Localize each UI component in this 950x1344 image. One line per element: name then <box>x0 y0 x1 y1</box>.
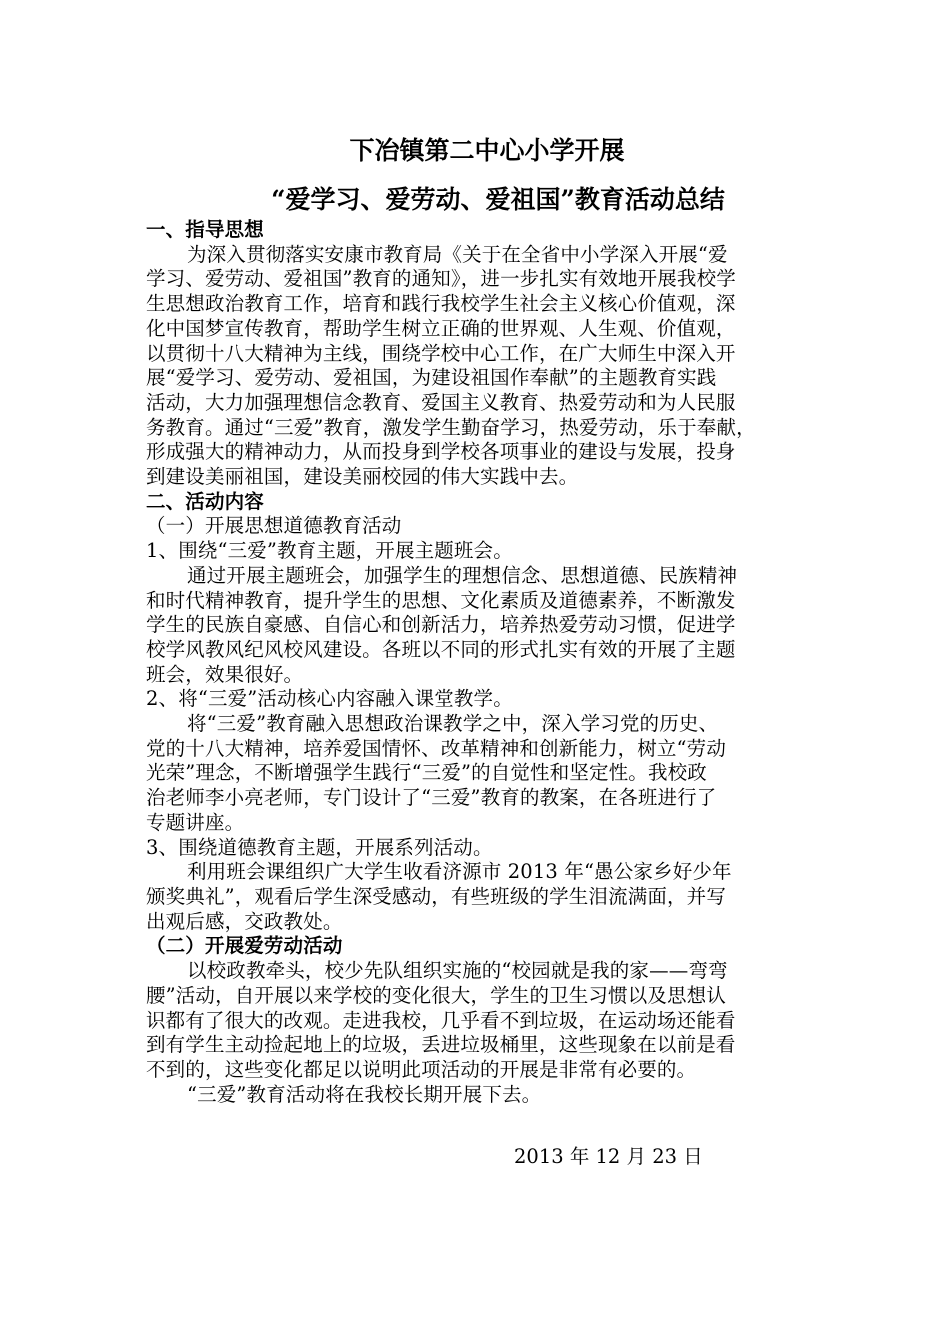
body-text-line: 校学风教风纪风校风建设。各班以不同的形式扎实有效的开展了主题 <box>146 637 736 661</box>
body-text-line: 到建设美丽祖国，建设美丽校园的伟大实践中去。 <box>146 465 579 489</box>
body-text-line: 3、围绕道德教育主题，开展系列活动。 <box>146 835 493 859</box>
body-text-line: 和时代精神教育，提升学生的思想、文化素质及道德素养，不断激发 <box>146 588 736 612</box>
body-text-line: 识都有了很大的改观。走进我校，几乎看不到垃圾，在运动场还能看 <box>146 1008 736 1032</box>
body-text-line: 利用班会课组织广大学生收看济源市 2013 年“愚公家乡好少年 <box>187 860 732 884</box>
body-text-line: 光荣”理念，不断增强学生践行“三爱”的自觉性和坚定性。我校政 <box>146 761 707 785</box>
body-text-line: 班会，效果很好。 <box>146 662 304 686</box>
body-text-line: 党的十八大精神，培养爱国情怀、改革精神和创新能力，树立“劳动 <box>146 736 726 760</box>
body-text-line: “三爱”教育活动将在我校长期开展下去。 <box>187 1082 542 1106</box>
section-heading: 一、指导思想 <box>146 218 264 241</box>
document-date: 2013 年 12 月 23 日 <box>514 1145 703 1168</box>
body-text-line: 学生的民族自豪感、自信心和创新活力，培养热爱劳动习惯，促进学 <box>146 613 736 637</box>
document-page <box>146 128 816 1168</box>
body-text-line: 学习、爱劳动、爱祖国”教育的通知》，进一步扎实有效地开展我校学 <box>146 267 736 291</box>
body-text-line: 以校政教牵头，校少先队组织实施的“校园就是我的家——弯弯 <box>187 959 728 983</box>
document-title-line-1: 下冶镇第二中心小学开展 <box>349 136 625 165</box>
body-text-line: 将“三爱”教育融入思想政治课教学之中，深入学习党的历史、 <box>187 712 719 736</box>
body-text-line: （一）开展思想道德教育活动 <box>146 514 402 538</box>
body-text-line: 通过开展主题班会，加强学生的理想信念、思想道德、民族精神 <box>187 563 738 587</box>
body-text-line: 为深入贯彻落实安康市教育局《关于在全省中小学深入开展“爱 <box>187 242 728 266</box>
body-text-line: 出观后感，交政教处。 <box>146 909 343 933</box>
document-title-line-2: “爱学习、爱劳动、爱祖国”教育活动总结 <box>271 185 725 214</box>
body-text-line: 不到的，这些变化都足以说明此项活动的开展是非常有必要的。 <box>146 1057 697 1081</box>
body-text-line: 形成强大的精神动力，从而投身到学校各项事业的建设与发展，投身 <box>146 440 736 464</box>
body-text-line: 专题讲座。 <box>146 810 245 834</box>
body-text-line: 1、围绕“三爱”教育主题，开展主题班会。 <box>146 539 513 563</box>
document-body <box>146 218 816 1107</box>
body-text-line: 生思想政治教育工作，培育和践行我校学生社会主义核心价值观，深 <box>146 292 736 316</box>
body-text-line: 2、将“三爱”活动核心内容融入课堂教学。 <box>146 687 513 711</box>
body-text-line: 以贯彻十八大精神为主线，围绕学校中心工作，在广大师生中深入开 <box>146 341 736 365</box>
body-text-line: 活动，大力加强理想信念教育、爱国主义教育、热爱劳动和为人民服 <box>146 390 736 414</box>
section-heading: （二）开展爱劳动活动 <box>146 934 343 958</box>
body-text-line: 务教育。通过“三爱”教育，激发学生勤奋学习，热爱劳动，乐于奉献， <box>146 415 756 439</box>
body-text-line: 展“爱学习、爱劳动、爱祖国，为建设祖国作奉献”的主题教育实践 <box>146 366 717 390</box>
body-text-line: 化中国梦宣传教育，帮助学生树立正确的世界观、人生观、价值观， <box>146 316 736 340</box>
section-heading: 二、活动内容 <box>146 489 264 513</box>
body-text-line: 治老师李小亮老师，专门设计了“三爱”教育的教案，在各班进行了 <box>146 786 717 810</box>
body-text-line: 到有学生主动捡起地上的垃圾，丢进垃圾桶里，这些现象在以前是看 <box>146 1033 736 1057</box>
body-text-line: 颁奖典礼”，观看后学生深受感动，有些班级的学生泪流满面，并写 <box>146 884 726 908</box>
body-text-line: 腰”活动，自开展以来学校的变化很大，学生的卫生习惯以及思想认 <box>146 983 726 1007</box>
